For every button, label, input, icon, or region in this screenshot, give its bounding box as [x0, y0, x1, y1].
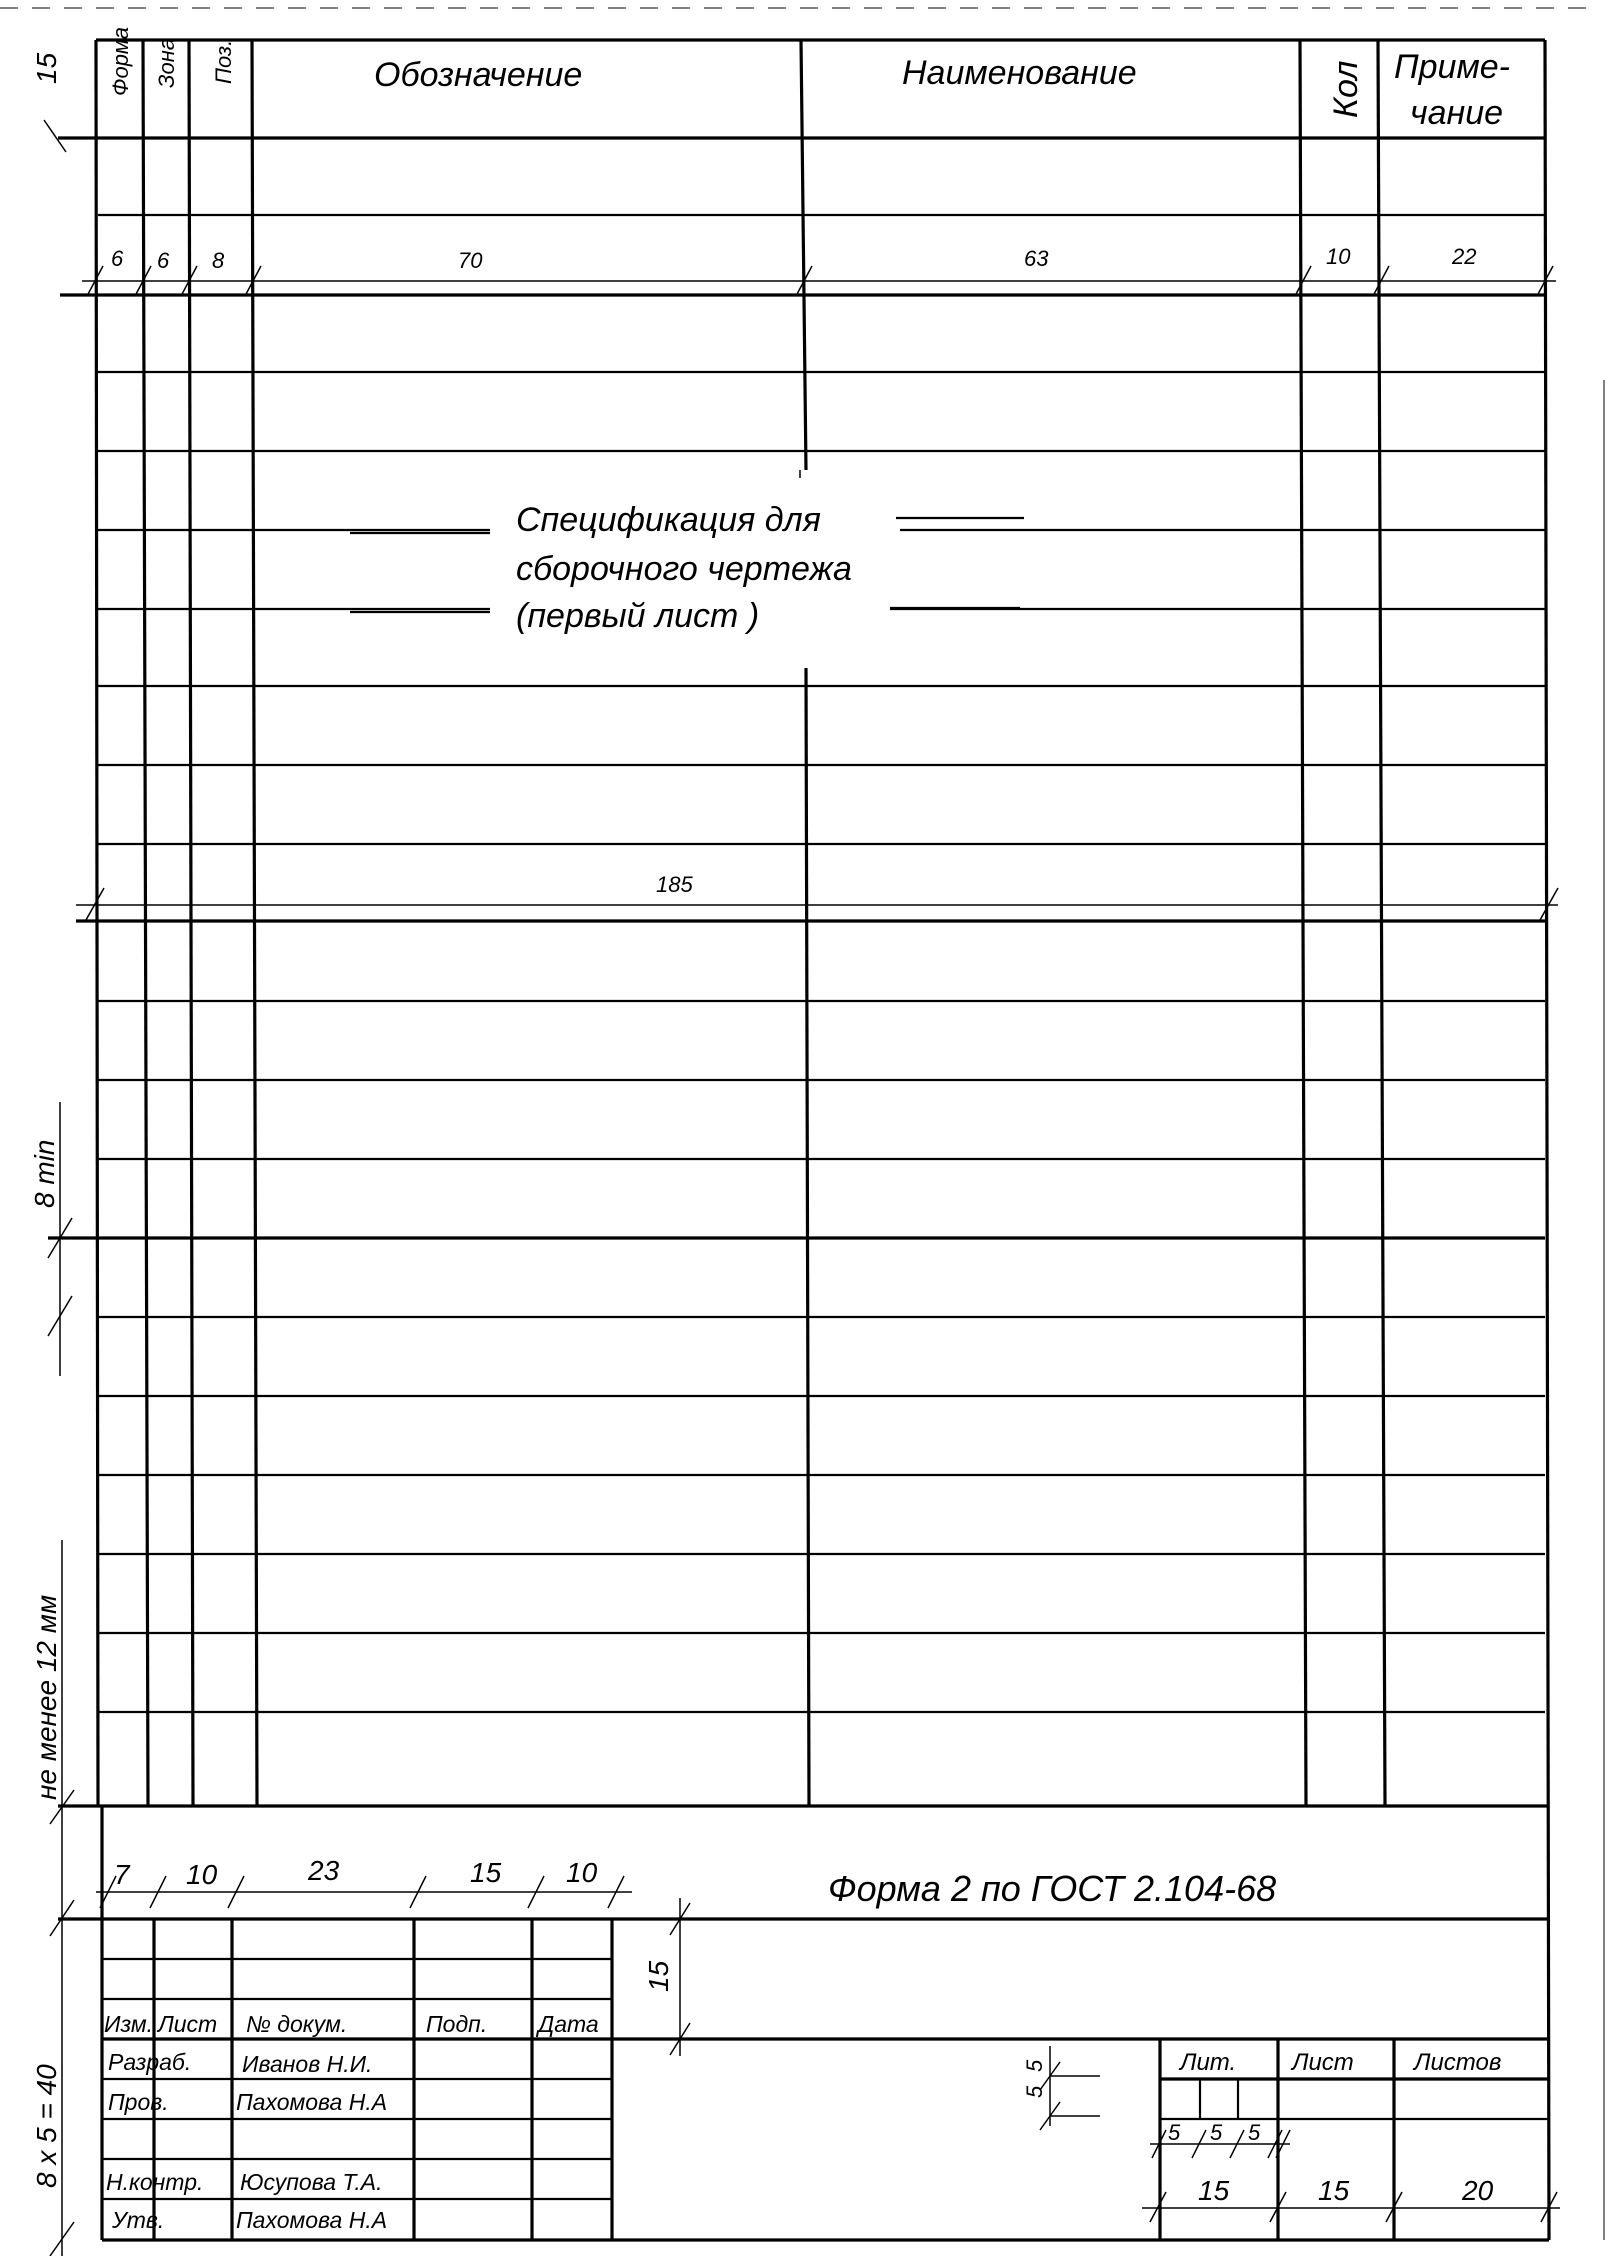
dim-col-primechanie: 22: [1452, 244, 1477, 269]
dim-col-naimenovanie: 63: [1024, 246, 1049, 271]
dim-litera-width-3: 20: [1462, 2175, 1494, 2206]
header-poz: Поз.: [211, 39, 236, 84]
header-oboznachenie: Обозначение: [374, 56, 583, 94]
tb-row-role: Н.контр.: [106, 2169, 204, 2195]
dim-litera-cell-3: 5: [1248, 2120, 1261, 2145]
tb-row-role: Утв.: [112, 2207, 165, 2233]
table-left-border: [96, 40, 98, 1806]
dim-header-height: 15: [31, 52, 62, 84]
tb-row-name: Иванов Н.И.: [242, 2051, 373, 2077]
col-sep-5: [1300, 40, 1306, 1806]
dim-tick: [44, 120, 66, 152]
dim-col-kol: 10: [1326, 244, 1351, 269]
dim-row-height-min: 8 min: [29, 1139, 60, 1208]
tb-row-role: Разраб.: [108, 2049, 192, 2075]
dim-litera-width-2: 15: [1318, 2175, 1350, 2206]
note-line-2: сборочного чертежа: [516, 550, 852, 588]
dim-col-forma: 6: [111, 246, 124, 271]
tb-header-podp: Подп.: [426, 2011, 488, 2037]
tb-row-role: Пров.: [108, 2089, 169, 2115]
dim-title-block-height: 8 x 5 = 40: [31, 2064, 62, 2188]
dim-tick: [86, 888, 104, 920]
tb-header-list: Лист: [158, 2011, 218, 2037]
dim-litera-cell-2: 5: [1210, 2120, 1223, 2145]
tb-row-name: Пахомова Н.А: [236, 2207, 388, 2233]
col-sep-1: [143, 40, 148, 1806]
dim-tick: [1540, 888, 1558, 920]
tb-row-name: Пахомова Н.А: [236, 2089, 388, 2115]
dim-total-width: 185: [656, 872, 693, 897]
frame-right: [1545, 40, 1549, 2240]
dim-col-zona: 6: [157, 248, 170, 273]
dim-tb-izm: 7: [114, 1859, 130, 1890]
dim-tb-dokum: 23: [308, 1855, 340, 1886]
header-kol: Кол: [1327, 60, 1365, 118]
col-sep-4a: [801, 40, 806, 470]
dim-strip-height: 15: [643, 1960, 674, 1992]
table-rows: [48, 215, 1545, 1712]
note-line-3: (первый лист ): [516, 597, 760, 635]
col-sep-2: [189, 40, 193, 1806]
dim-litera-cell-1: 5: [1168, 2120, 1181, 2145]
dim-col-poz: 8: [212, 248, 225, 273]
dim-tb-data: 10: [566, 1857, 598, 1888]
tb-list-label: Лист: [1292, 2049, 1354, 2076]
header-primechanie-line2: чание: [1410, 94, 1504, 132]
dim-tb-list: 10: [186, 1859, 218, 1890]
tb-row-name: Юсупова Т.А.: [240, 2169, 383, 2195]
tb-header-data: Дата: [538, 2011, 599, 2037]
tb-header-dokum: № докум.: [246, 2011, 348, 2037]
tb-header-izm: Изм.: [104, 2011, 154, 2037]
tb-lit-label: Лит.: [1180, 2049, 1237, 2076]
col-sep-3: [252, 40, 257, 1806]
header-primechanie-line1: Приме-: [1394, 48, 1510, 86]
dim-inner-1: 5: [1022, 2059, 1047, 2072]
dim-bottom-gap: не менее 12 мм: [31, 1594, 62, 1800]
dim-col-oboznachenie: 70: [458, 248, 483, 273]
dim-tb-podp: 15: [470, 1857, 502, 1888]
header-forma: Форма: [108, 26, 133, 96]
dim-litera-width-1: 15: [1198, 2175, 1230, 2206]
dim-inner-2: 5: [1022, 2085, 1047, 2098]
header-zona: Зона: [154, 37, 179, 88]
form-reference-title: Форма 2 по ГОСТ 2.104-68: [828, 1868, 1277, 1909]
note-line-1: Спецификация для: [516, 501, 821, 539]
header-naimenovanie: Наименование: [902, 54, 1137, 92]
col-sep-6: [1378, 40, 1385, 1806]
tb-listov-label: Листов: [1414, 2049, 1502, 2076]
